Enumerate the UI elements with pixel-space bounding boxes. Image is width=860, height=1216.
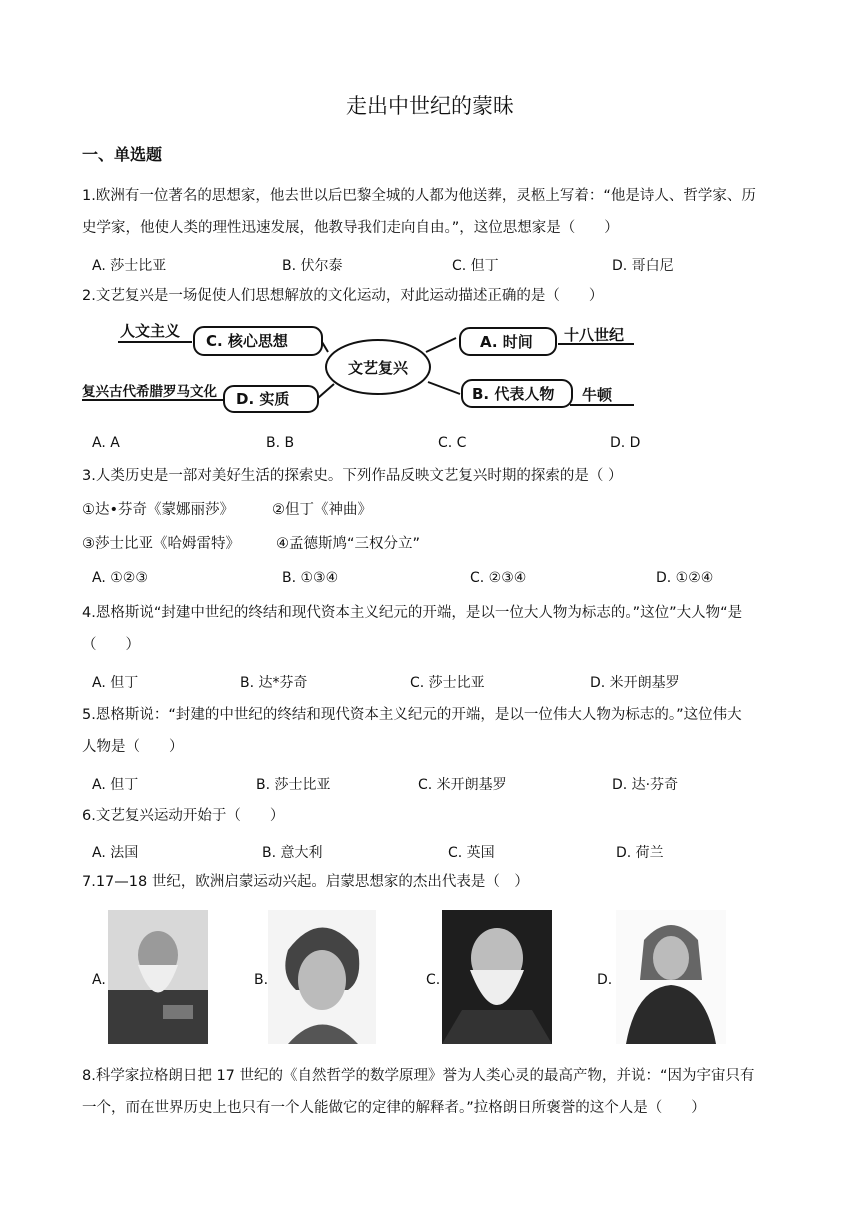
q3-item-1: ①达•芬奇《蒙娜丽莎》: [82, 502, 235, 518]
question-2-line-1: 2.文艺复兴是一场促使人们思想解放的文化运动，对此运动描述正确的是（ ）: [82, 288, 604, 304]
q5-option-d: D. 达·芬奇: [612, 777, 679, 793]
mind-map-center: 文艺复兴: [348, 359, 409, 377]
q6-option-c: C. 英国: [448, 845, 495, 861]
question-8-line-1: 8.科学家拉格朗日把 17 世纪的《自然哲学的数学原理》誉为人类心灵的最高产物，并说：“因为宇宙只有: [82, 1068, 755, 1084]
mind-map-label-newton: 牛顿: [582, 386, 613, 404]
q2-option-b: B. B: [266, 435, 295, 451]
q1-option-a: A. 莎士比亚: [92, 258, 167, 274]
mind-map-box-b: B. 代表人物: [472, 385, 555, 403]
q3-option-c: C. ②③④: [470, 570, 527, 586]
question-4-line-1: 4.恩格斯说“封建中世纪的终结和现代资本主义纪元的开端，是以一位大人物为标志的。”这位”大人物“是: [82, 605, 743, 621]
page-title: 走出中世纪的蒙昧: [346, 94, 514, 118]
q7-portrait-c: [442, 910, 552, 1044]
mind-map-label-revival: 复兴古代希腊罗马文化: [82, 384, 217, 400]
q4-option-c: C. 莎士比亚: [410, 675, 485, 691]
q7-portrait-b: [268, 910, 376, 1044]
question-5-line-1: 5.恩格斯说：“封建的中世纪的终结和现代资本主义纪元的开端，是以一位伟大人物为标志的。”这位伟大: [82, 707, 742, 723]
question-5-line-2: 人物是（ ）: [82, 739, 184, 755]
q7-portrait-a: [108, 910, 208, 1044]
q5-option-a: A. 但丁: [92, 777, 139, 793]
q3-item-2: ②但丁《神曲》: [272, 502, 372, 518]
question-1-line-2: 史学家，他使人类的理性迅速发展，他教导我们走向自由。”，这位思想家是（ ）: [82, 220, 619, 236]
question-1-line-1: 1.欧洲有一位著名的思想家，他去世以后巴黎全城的人都为他送葬，灵柩上写着：“他是诗人、哲学家、历: [82, 188, 756, 204]
question-6-line-1: 6.文艺复兴运动开始于（ ）: [82, 808, 285, 824]
question-8-line-2: 一个，而在世界历史上也只有一个人能做它的定律的解释者。”拉格朗日所褒誉的这个人是（ ）: [82, 1100, 706, 1116]
q6-option-b: B. 意大利: [262, 845, 323, 861]
q3-item-3: ③莎士比亚《哈姆雷特》: [82, 536, 240, 552]
q2-option-a: A. A: [92, 435, 120, 451]
section-heading: 一、单选题: [82, 145, 163, 164]
q7-option-b-label: B.: [254, 972, 269, 988]
q6-option-d: D. 荷兰: [616, 845, 664, 861]
q4-option-d: D. 米开朗基罗: [590, 675, 680, 691]
q3-option-d: D. ①②④: [656, 570, 714, 586]
mind-map-label-eighteenth-century: 十八世纪: [564, 326, 625, 344]
q6-option-a: A. 法国: [92, 845, 139, 861]
q4-option-b: B. 达*芬奇: [240, 675, 308, 691]
q7-option-d-label: D.: [597, 972, 613, 988]
question-7-line-1: 7.17—18 世纪，欧洲启蒙运动兴起。启蒙思想家的杰出代表是（ ）: [82, 874, 529, 890]
mind-map-label-humanism: 人文主义: [120, 322, 181, 340]
mind-map-diagram: [82, 318, 642, 418]
q2-option-d: D. D: [610, 435, 641, 451]
question-3-line-1: 3.人类历史是一部对美好生活的探索史。下列作品反映文艺复兴时期的探索的是（ ）: [82, 468, 623, 484]
mind-map-box-c: C. 核心思想: [206, 332, 288, 350]
q5-option-c: C. 米开朗基罗: [418, 777, 507, 793]
q4-option-a: A. 但丁: [92, 675, 139, 691]
q3-item-4: ④孟德斯鸠“三权分立”: [276, 536, 421, 552]
q3-option-b: B. ①③④: [282, 570, 339, 586]
q7-option-a-label: A.: [92, 972, 106, 988]
q2-option-c: C. C: [438, 435, 467, 451]
mind-map-box-a: A. 时间: [480, 333, 533, 351]
question-4-line-2: （ ）: [82, 637, 140, 653]
q1-option-d: D. 哥白尼: [612, 258, 674, 274]
q3-option-a: A. ①②③: [92, 570, 148, 586]
mind-map-box-d: D. 实质: [236, 390, 290, 408]
q5-option-b: B. 莎士比亚: [256, 777, 331, 793]
q7-option-c-label: C.: [426, 972, 441, 988]
q1-option-b: B. 伏尔泰: [282, 258, 343, 274]
q1-option-c: C. 但丁: [452, 258, 499, 274]
q7-portrait-d: [616, 910, 726, 1044]
